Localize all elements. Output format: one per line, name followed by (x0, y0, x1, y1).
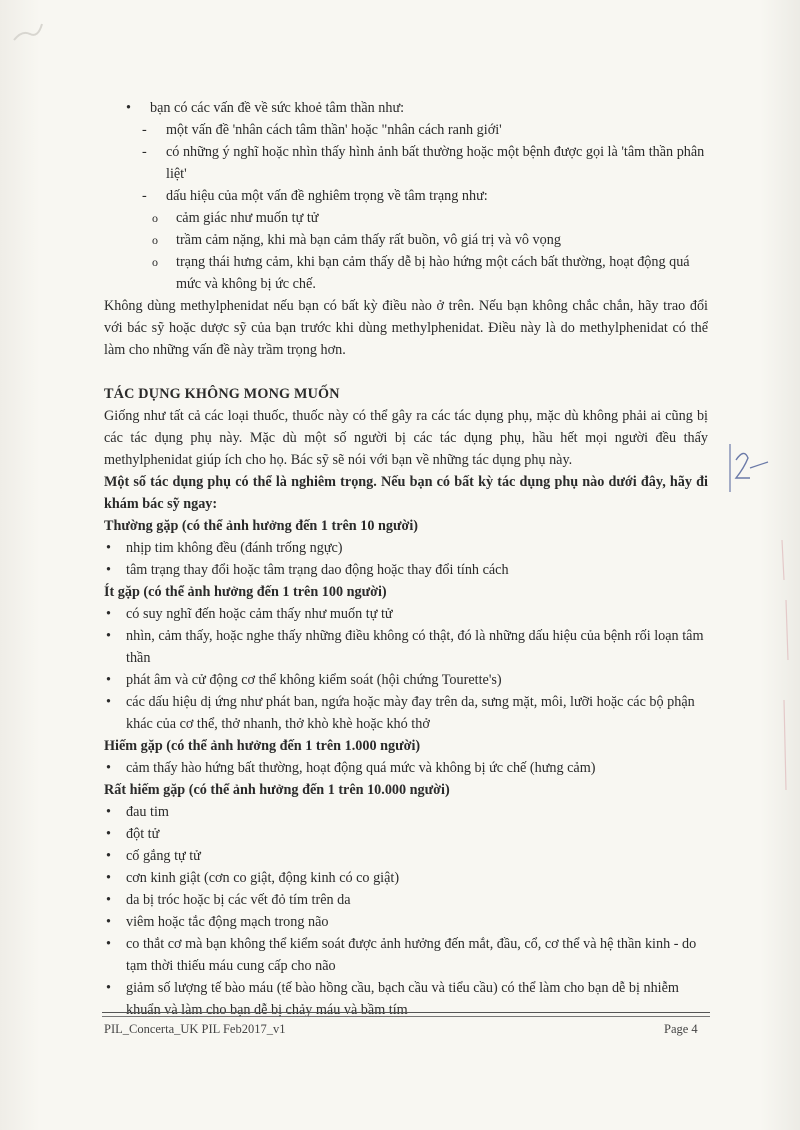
list-item: • viêm hoặc tắc động mạch trong não (104, 911, 708, 933)
circle-bullet-icon: o (152, 255, 158, 269)
bullet-icon: • (106, 804, 111, 820)
list-item: • có suy nghĩ đến hoặc cảm thấy như muốn tự tử (104, 603, 708, 625)
footer-doc-id: PIL_Concerta_UK PIL Feb2017_v1 (104, 1022, 286, 1036)
list-item: - có những ý nghĩ hoặc nhìn thấy hình ảnh bất thường hoặc một bệnh được gọi là 'tâm thần phân liệt' (104, 141, 712, 185)
dash-icon: - (142, 188, 147, 204)
group-title-common: Thường gặp (có thể ảnh hưởng đến 1 trên 10 người) (104, 518, 418, 534)
dash-icon: - (142, 122, 147, 138)
list-item: • nhìn, cảm thấy, hoặc nghe thấy những điều không có thật, đó là những dấu hiệu của bệnh rối loạn tâm thần (104, 625, 708, 669)
list-item: • phát âm và cử động cơ thể không kiểm soát (hội chứng Tourette's) (104, 669, 708, 691)
document-body (104, 97, 708, 1021)
edge-mark-icon (778, 540, 794, 800)
section-intro: Giống như tất cả các loại thuốc, thuốc này có thể gây ra các tác dụng phụ, mặc dù không phải ai cũng bị các tác dụng phụ này. Mặc dù một số người bị các tác dụng phụ, hầu hết mọi người đều thấy methylphenidat giúp ích cho họ. Bác sỹ sẽ nói với bạn về những tác dụng phụ này. (104, 408, 708, 468)
list-item: o trầm cảm nặng, khi mà bạn cảm thấy rất buồn, vô giá trị và vô vọng (104, 229, 708, 251)
footer-rule (102, 1016, 710, 1017)
footer-page-number: Page 4 (664, 1022, 698, 1036)
bullet-icon: • (106, 870, 111, 886)
bullet-icon: • (106, 826, 111, 842)
list-item: o cảm giác như muốn tự tử (104, 207, 708, 229)
bullet-icon: • (106, 562, 111, 578)
bullet-icon: • (106, 914, 111, 930)
list-item: • da bị tróc hoặc bị các vết đỏ tím trên da (104, 889, 708, 911)
list-item: • co thắt cơ mà bạn không thể kiểm soát được ảnh hưởng đến mắt, đầu, cổ, cơ thể và hệ thần kinh - do tạm thời thiếu máu cung cấp cho não (104, 933, 708, 977)
warning-paragraph: Không dùng methylphenidat nếu bạn có bất kỳ điều nào ở trên. Nếu bạn không chắc chắn, hãy trao đổi với bác sỹ hoặc dược sỹ của bạn trước khi dùng methylphenidat. Điều này là do methylphenidat có thể làm cho những vấn đề này trầm trọng hơn. (104, 298, 708, 358)
bullet-icon: • (106, 694, 111, 710)
list-item: • các dấu hiệu dị ứng như phát ban, ngứa hoặc mày đay trên da, sưng mặt, môi, lưỡi hoặc các bộ phận khác của cơ thể, thở nhanh, thở khò khè hoặc khó thở (104, 691, 708, 735)
bullet-icon: • (106, 540, 111, 556)
list-item: • đột tử (104, 823, 708, 845)
bullet-icon: • (106, 628, 111, 644)
list-item: - dấu hiệu của một vấn đề nghiêm trọng về tâm trạng như: (104, 185, 708, 207)
circle-bullet-icon: o (152, 211, 158, 225)
bullet-icon: • (106, 892, 111, 908)
handwritten-mark-icon (724, 438, 774, 498)
list-item: • giảm số lượng tế bào máu (tế bào hồng cầu, bạch cầu và tiểu cầu) có thể làm cho bạn dễ bị nhiễm khuẩn và làm cho bạn dễ bị chảy máu và bầm tím (104, 977, 708, 1021)
list-item: • bạn có các vấn đề về sức khoẻ tâm thần như: (104, 97, 708, 119)
list-item: o trạng thái hưng cảm, khi bạn cảm thấy dễ bị hào hứng một cách bất thường, hoạt động quá mức và không bị ức chế. (104, 251, 712, 295)
bullet-icon: • (106, 760, 111, 776)
list-item: - một vấn đề 'nhân cách tâm thần' hoặc "nhân cách ranh giới' (104, 119, 708, 141)
list-item: • cố gắng tự tử (104, 845, 708, 867)
serious-note: Một số tác dụng phụ có thể là nghiêm trọng. Nếu bạn có bất kỳ tác dụng phụ nào dưới đây, hãy đi khám bác sỹ ngay: (104, 474, 708, 512)
list-item: • cơn kinh giật (cơn co giật, động kinh có co giật) (104, 867, 708, 889)
list-item: • cảm thấy hào hứng bất thường, hoạt động quá mức và không bị ức chế (hưng cảm) (104, 757, 708, 779)
group-title-uncommon: Ít gặp (có thể ảnh hưởng đến 1 trên 100 người) (104, 584, 387, 600)
bullet-icon: • (106, 848, 111, 864)
footer-rule (102, 1012, 710, 1013)
list-item: • tâm trạng thay đổi hoặc tâm trạng dao động hoặc thay đổi tính cách (104, 559, 708, 581)
list-item: • nhịp tim không đều (đánh trống ngực) (104, 537, 708, 559)
bullet-icon: • (106, 936, 111, 952)
scan-mark-icon (8, 10, 48, 50)
list-item: • đau tim (104, 801, 708, 823)
bullet-icon: • (106, 672, 111, 688)
group-title-very-rare: Rất hiếm gặp (có thể ảnh hưởng đến 1 trên 10.000 người) (104, 782, 450, 798)
dash-icon: - (142, 144, 147, 160)
group-title-rare: Hiếm gặp (có thể ảnh hưởng đến 1 trên 1.000 người) (104, 738, 421, 754)
bullet-icon: • (106, 980, 111, 996)
circle-bullet-icon: o (152, 233, 158, 247)
bullet-icon: • (126, 100, 131, 116)
section-heading: TÁC DỤNG KHÔNG MONG MUỐN (104, 386, 340, 402)
bullet-icon: • (106, 606, 111, 622)
